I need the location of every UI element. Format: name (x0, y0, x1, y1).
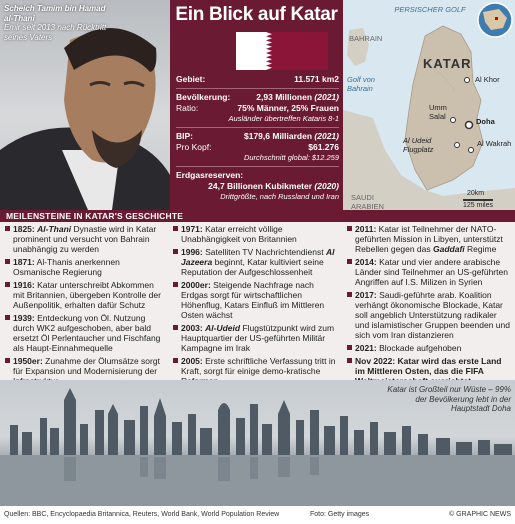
doha-note: Katar ist Großteil nur Wüste – 99% der Bevölkerung lebt in der Hauptstadt Doha (387, 385, 511, 413)
page-title: Ein Blick auf Katar (175, 4, 338, 25)
entry-year: 1971: (181, 224, 203, 234)
al-khor-label: Al Khor (475, 75, 500, 84)
timeline-entry (4, 257, 167, 277)
entry-text: Katar unterschreibt Abkommen mit Britannien, übergeben Kontrolle der Außenpolitik, erhalten dafür Schutz (13, 280, 161, 310)
entry-text-continued: Regime (467, 244, 497, 254)
qatar-label: KATAR (423, 56, 472, 71)
header-area (0, 0, 515, 212)
area-value: 11.571 km2 (294, 74, 339, 84)
entry-year: 2021: (355, 343, 377, 353)
al-udeid-label: Al Udeid Flugplatz (403, 136, 434, 154)
doha-skyline-photo (0, 380, 515, 506)
entry-year: 1871: (13, 257, 35, 267)
timeline-entry (172, 224, 340, 244)
entry-year: 2005: (181, 356, 203, 366)
entry-text-continued: beginnt, Katar kultiviert seine Reputation der Aufgeschlossenheit (181, 257, 324, 277)
gas-value: 24,7 Billionen Kubikmeter (208, 181, 313, 191)
umm-salal-label: Umm Salal (429, 103, 447, 121)
entry-year: 1916: (13, 280, 35, 290)
saudi-arabia-label: SAUDI ARABIEN (351, 193, 384, 210)
fact-box (170, 0, 343, 210)
population-year: (2021) (314, 92, 339, 102)
portrait-caption (4, 4, 112, 42)
entry-year: 1996: (181, 247, 203, 257)
bahrain-label: BAHRAIN (349, 34, 383, 43)
entry-text: Al-Thanis anerkennen Osmanische Regierung (13, 257, 120, 277)
fact-population (176, 92, 339, 102)
gas-year: (2020) (314, 181, 339, 191)
per-capita-note: Durchschnitt global: $12.259 (243, 153, 339, 162)
fact-ratio-note (176, 114, 339, 124)
timeline-entry (4, 224, 167, 254)
timeline-entry (346, 290, 512, 340)
fact-per-capita (176, 142, 339, 152)
ratio-label: Ratio: (176, 103, 199, 113)
footer (0, 506, 515, 524)
entry-text: Katar wird das erste Land im Mittleren Osten, das die FIFA (355, 356, 502, 376)
entry-text: Zunahme der Ölumsätze sorgt für Expansion und Modernisierung der (13, 356, 160, 376)
milestones-title: MEILENSTEINE IN KATAR'S GESCHICHTE (6, 211, 184, 221)
ratio-note: Ausländer übertreffen Kataris 8-1 (228, 114, 339, 123)
entry-year: 1950er: (13, 356, 43, 366)
gdp-label: BIP: (176, 131, 193, 141)
entry-name: Al-Udeid (205, 323, 241, 333)
timeline-entry (4, 313, 167, 353)
timeline-entry (172, 323, 340, 353)
entry-year: 2011: (355, 224, 377, 234)
timeline-column-2 (172, 224, 340, 389)
entry-text: Katar erreicht völlige Unabhängigkeit von Britannien (181, 224, 297, 244)
entry-year: 1825: (13, 224, 35, 234)
portrait-caption-text: Emir seit 2013 nach Rücktritt seines Vaters (4, 23, 107, 42)
entry-name: Al-Thani (37, 224, 72, 234)
entry-year: Nov 2022: (355, 356, 396, 366)
fact-gas (176, 170, 339, 180)
entry-text: Satelliten TV Nachrichtendienst (205, 247, 324, 257)
entry-name: Al Jazeera (181, 247, 335, 267)
timeline-entry (172, 247, 340, 277)
entry-year: 2000er: (181, 280, 211, 290)
milestones-header (0, 210, 515, 222)
entry-text: Entdeckung von Öl. Nutzung durch WK2 aufgeschoben, aber bald ersetzt Öl Perlentaucher und Fischfang als Haupt-Einnahmequelle (13, 313, 161, 353)
per-capita-label: Pro Kopf: (176, 142, 212, 152)
entry-name: Gaddafi (433, 244, 465, 254)
scale-miles-label: 125 miles (463, 202, 493, 209)
fact-ratio (176, 103, 339, 113)
area-label: Gebiet: (176, 74, 206, 84)
fact-area (176, 74, 339, 84)
scale-km-label: 20km (467, 190, 485, 197)
per-capita-value: $61.276 (308, 142, 339, 152)
entry-text: Steigende Nachfrage nach Erdgas sorgt für wirtschaftlichen Höhenflug, Katars Einfluß im Mittleren Osten wächst (181, 280, 325, 320)
population-label: Bevölkerung: (176, 92, 231, 102)
timeline (0, 222, 515, 402)
gulf-of-bahrain-label: Golf von Bahrain (347, 75, 375, 93)
fact-gas-note (176, 192, 339, 202)
population-value: 2,93 Millionen (256, 92, 313, 102)
entry-year: 1939: (13, 313, 35, 323)
qatar-flag-icon (236, 32, 328, 70)
doha-label: Doha (476, 117, 495, 126)
entry-text: Erste schriftliche Verfassung tritt in Kraft, sorgt für einige demo-kratische (181, 356, 336, 376)
timeline-column-1 (4, 224, 167, 389)
fact-gdp (176, 131, 339, 141)
photo-credit: Foto: Getty images (310, 511, 370, 518)
entry-text: Dynastie wird in Katar prominent und versucht von Bahrain unabhängig zu werden (13, 224, 157, 254)
entry-year: 2014: (355, 257, 377, 267)
entry-year: 2003: (181, 323, 203, 333)
gdp-year: (2021) (314, 131, 339, 141)
portrait-caption-name: Scheich Tamim bin Hamad al-Thani (4, 4, 106, 23)
entry-text: Blockade aufgehoben (379, 343, 462, 353)
entry-text: Katar ist Teilnehmer der NATO-geführten Mission in Libyen, unterstützt Rebellen gegen das (355, 224, 503, 254)
divider (176, 88, 339, 89)
sources-text: Quellen: BBC, Encyclopaedia Britannica, Reuters, World Bank, World Population Review (4, 511, 280, 518)
timeline-entry (346, 224, 512, 254)
gas-note: Drittgrößte, nach Russland und Iran (220, 192, 339, 201)
timeline-entry (172, 280, 340, 320)
copyright: © GRAPHIC NEWS (449, 511, 511, 518)
entry-text: Flugstützpunkt wird zum Hauptquartier der US-geführten Militär Kampagne im Irak (181, 323, 335, 353)
entry-text: Katar und vier andere arabische Länder sind Teilnehmer an US-geführten Angriffen auf I.S. Milizen in Syrien (355, 257, 508, 287)
gas-label: Erdgasreserven: (176, 170, 244, 180)
timeline-column-3 (346, 224, 512, 389)
divider (176, 127, 339, 128)
ratio-value: 75% Männer, 25% Frauen (237, 103, 339, 113)
timeline-entry (346, 343, 512, 353)
gdp-value: $179,6 Milliarden (244, 131, 313, 141)
emir-portrait (0, 0, 170, 210)
fact-gas-value (176, 181, 339, 191)
al-wakrah-label: Al Wakrah (477, 139, 512, 148)
persian-gulf-label: PERSISCHER GOLF (394, 5, 466, 14)
timeline-entry (346, 257, 512, 287)
divider (176, 166, 339, 167)
fact-per-capita-note (176, 153, 339, 163)
qatar-map (343, 0, 515, 210)
timeline-entry (4, 280, 167, 310)
entry-text: Saudi-geführte arab. Koalition verhängt ökonomische Blockade, Katar soll angeblich Unterstützung radikaler und islamistischer Gruppen beenden und sich vom Iran distanzieren (355, 290, 510, 340)
entry-year: 2017: (355, 290, 377, 300)
